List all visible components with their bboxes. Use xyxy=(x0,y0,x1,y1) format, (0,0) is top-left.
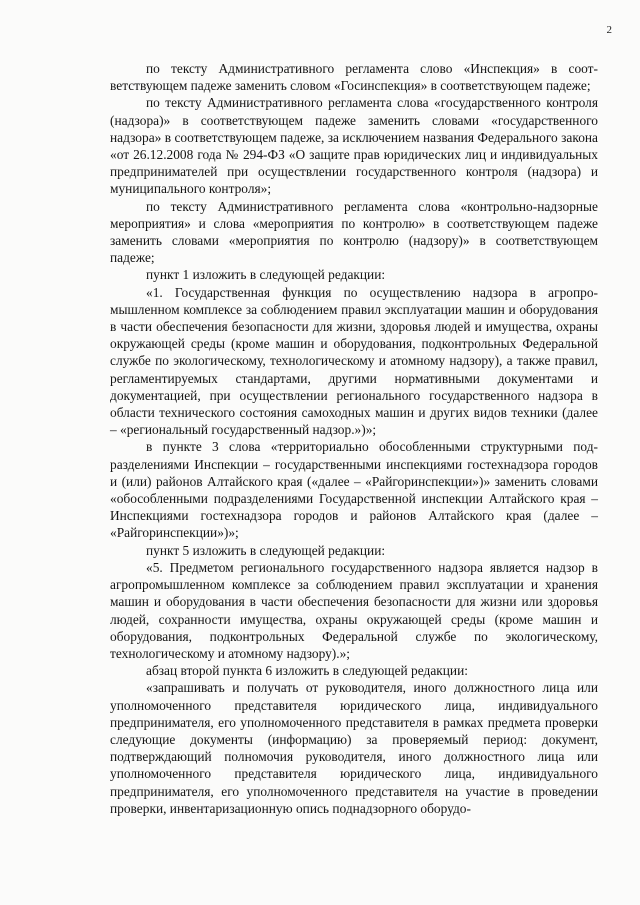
paragraph: по тексту Административного регламента слова «государственного контроля (надзора)» в соответствующем падеже заменить словами «государственного надзора» в соответствующем падеже, за исключением названия Федерального закона «от 26.12.2008 года № 294-ФЗ «О защите прав юридических лиц и индивидуальных предпринимателей при осуществлении государственного контроля (надзора) и муниципального контроля»; xyxy=(110,95,598,197)
paragraph: «запрашивать и получать от руководителя, иного должностного лица или уполномоченного представителя юридического лица, индивидуального предпринимателя, его уполномоченного представителя в рамках предмета проверки следующие документы (информацию) за проверяемый период: документ, подтверждающий полномочия руководителя, иного должностного лица или уполномоченного представителя юридического лица, индивидуального предпринимателя, его уполномоченного представителя на участие в проведении проверки, инвентаризационную опись поднадзорного оборудо- xyxy=(110,680,598,816)
paragraph: абзац второй пункта 6 изложить в следующей редакции: xyxy=(146,663,468,679)
paragraph: пункт 5 изложить в следующей редакции: xyxy=(146,542,386,558)
document-body xyxy=(110,60,598,817)
paragraph: «5. Предметом регионального государственного надзора является надзор в агропромышленном комплексе за соблюдением правил эксплуатации и хранения машин и оборудования в части обеспечения безопасности для жизни или здоровья людей, сохранности имущества, охраны окружающей среды (кроме машин и оборудования, подконтрольных Федеральной службе по экологическому, технологическому и атомному надзору).»; xyxy=(110,559,598,661)
paragraph: «1. Государственная функция по осуществлению надзора в агропромышленном комплексе за соблюдением правил эксплуатации машин и оборудования в части обеспечения безопасности для жизни, здоровья людей и имущества, охраны окружающей среды (кроме машин и оборудования, подконтрольных Федеральной службе по экологическому, технологическому и атомному надзору), а также правил, регламентируемых стандартами, другими нормативными документами и документацией, при осуществлении регионального государственного надзора в области технического состояния самоходных машин и других видов техники (далее – «региональный государственный надзор.»)»; xyxy=(110,284,598,438)
paragraph: пункт 1 изложить в следующей редакции: xyxy=(146,267,386,283)
paragraph: в пункте 3 слова «территориально обособленными структурными подразделениями Инспекции – государственными инспекциями гостехнадзора городов и (или) районов Алтайского края («далее – «Райгоринспекции»)» заменить словами «обособленными подразделениями Государственной инспекции Алтайского края – Инспекциями гостехнадзора городов и районов Алтайского края (далее – «Райгоринспекции»)»; xyxy=(110,439,598,541)
page-number: 2 xyxy=(606,24,612,36)
paragraph: по тексту Административного регламента слово «Инспекция» в соответствующем падеже заменить словом «Госинспекция» в соответствующем падеже; xyxy=(110,61,598,94)
paragraph: по тексту Административного регламента слова «контрольно-надзорные мероприятия» и слова «мероприятия по контролю» в соответствующем падеже заменить словами «мероприятия по контролю (надзору)» в соответствующем падеже; xyxy=(110,198,598,266)
